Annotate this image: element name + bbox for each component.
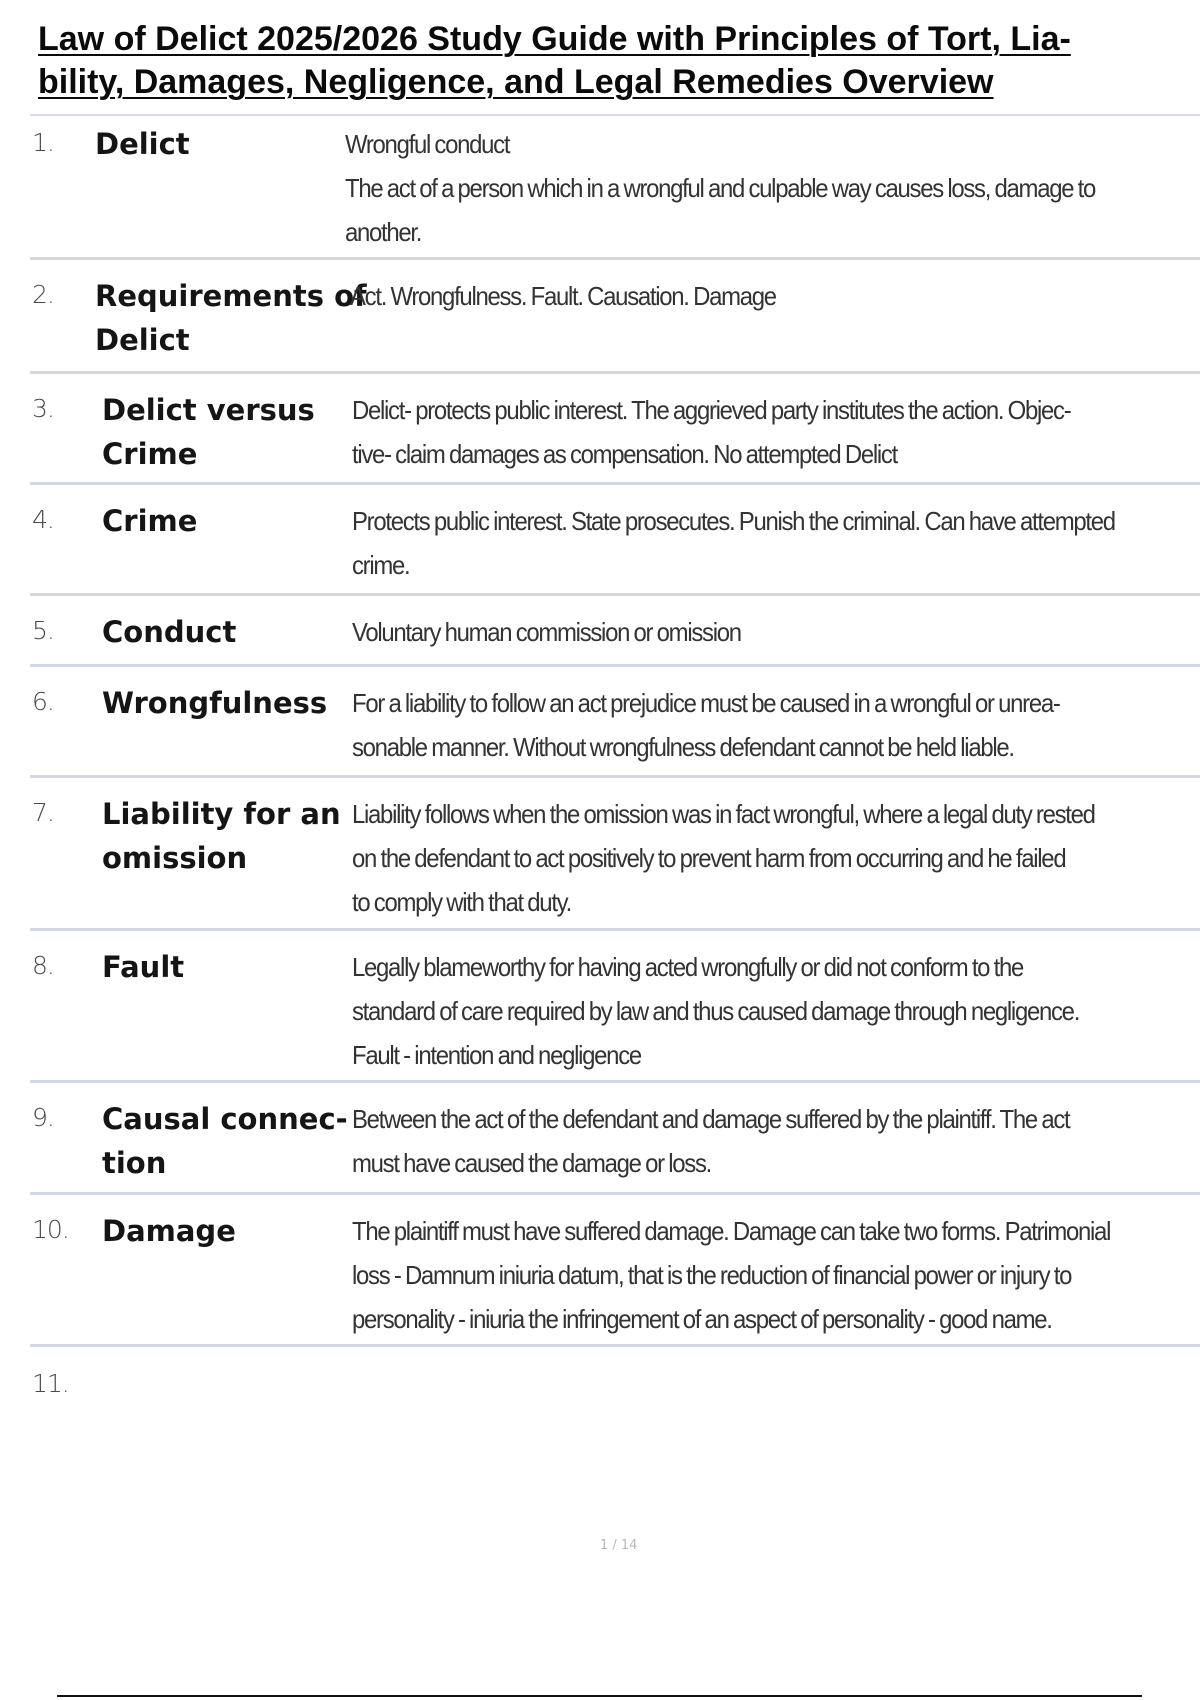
entry-definition-line: on the defendant to act positively to prevent harm from occurring and he failed <box>352 843 1066 873</box>
glossary-row <box>30 116 1200 260</box>
entry-term-line: Crime <box>102 504 198 538</box>
bottom-divider <box>57 1695 1142 1697</box>
entry-definition <box>352 1097 1069 1185</box>
entry-term-line: Wrongfulness <box>102 686 328 720</box>
glossary-row <box>30 374 1200 485</box>
entry-term <box>102 499 197 543</box>
entry-definition-line: Wrongful conduct <box>345 129 510 159</box>
entry-definition-line: sonable manner. Without wrongfulness defendant cannot be held liable. <box>352 732 1014 762</box>
entry-term-line: Crime <box>102 437 198 471</box>
entry-definition-line: to comply with that duty. <box>352 887 571 917</box>
glossary-row <box>30 485 1200 596</box>
entry-term <box>102 1097 348 1185</box>
entry-term-line: Fault <box>102 950 185 984</box>
entry-definition-line: Legally blameworthy for having acted wrongfully or did not conform to the <box>352 952 1024 982</box>
entry-term <box>95 274 367 362</box>
entry-number: 1. <box>32 128 54 157</box>
glossary-row <box>30 1347 1200 1437</box>
entry-number: 2. <box>32 280 54 309</box>
entry-term-line: Conduct <box>102 615 237 649</box>
entry-definition-line: personality - iniuria the infringement of an aspect of personality - good name. <box>352 1304 1052 1334</box>
entry-definition <box>352 792 1095 924</box>
entry-definition-line: The plaintiff must have suffered damage. Damage can take two forms. Patrimonial <box>352 1216 1111 1246</box>
entry-term-line: omission <box>102 841 248 875</box>
page-indicator: 1 / 14 <box>600 1538 638 1553</box>
entry-definition-line: The act of a person which in a wrongful and culpable way causes loss, damage to <box>345 173 1096 203</box>
entry-term <box>102 681 327 725</box>
entry-definition-line: another. <box>345 217 422 247</box>
entry-definition <box>352 945 1079 1077</box>
entry-definition-line: For a liability to follow an act prejudice must be caused in a wrongful or unrea- <box>352 688 1060 718</box>
entry-definition-line: Fault - intention and negligence <box>352 1040 641 1070</box>
entry-number: 3. <box>32 394 54 423</box>
document-title <box>38 18 1198 104</box>
entry-definition-line: Between the act of the defendant and damage suffered by the plaintiff. The act <box>352 1104 1070 1134</box>
glossary-row <box>30 667 1200 778</box>
entry-definition <box>345 122 1095 254</box>
entry-term-line: Delict <box>95 127 190 161</box>
entry-definition-line: Liability follows when the omission was in fact wrongful, where a legal duty rested <box>352 799 1095 829</box>
entry-number: 9. <box>32 1103 54 1132</box>
glossary-table <box>30 116 1200 1437</box>
entry-definition <box>352 681 1060 769</box>
glossary-row <box>30 260 1200 374</box>
entry-number: 4. <box>32 505 54 534</box>
entry-number: 6. <box>32 687 54 716</box>
entry-number: 7. <box>32 798 54 827</box>
title-line-1: Law of Delict 2025/2026 Study Guide with Principles of Tort, Lia- <box>38 20 1071 58</box>
entry-definition <box>352 388 1070 476</box>
entry-definition-line: must have caused the damage or loss. <box>352 1148 711 1178</box>
entry-definition-line: Act. Wrongfulness. Fault. Causation. Damage <box>350 281 776 311</box>
entry-definition-line: Delict- protects public interest. The aggrieved party institutes the action. Objec- <box>352 395 1071 425</box>
entry-definition-line: Protects public interest. State prosecutes. Punish the criminal. Can have attempted <box>352 506 1115 536</box>
entry-term-line: Requirements of <box>95 279 367 313</box>
entry-term-line: Liability for an <box>102 797 341 831</box>
entry-definition <box>352 610 741 654</box>
entry-term-line: Delict <box>95 323 190 357</box>
entry-term <box>102 610 236 654</box>
entry-term-line: Delict versus <box>102 393 315 427</box>
entry-term <box>95 122 190 166</box>
entry-definition <box>352 499 1115 587</box>
entry-definition-line: Voluntary human commission or omission <box>352 617 741 647</box>
entry-definition-line: crime. <box>352 550 410 580</box>
entry-term <box>102 1209 236 1253</box>
entry-term-line: Damage <box>102 1214 236 1248</box>
glossary-row <box>30 596 1200 667</box>
entry-term-line: Causal connec- <box>102 1102 348 1136</box>
entry-term <box>102 945 184 989</box>
glossary-row <box>30 778 1200 931</box>
entry-definition <box>350 274 776 318</box>
glossary-row <box>30 1195 1200 1347</box>
glossary-row <box>30 931 1200 1083</box>
entry-number: 11. <box>32 1369 69 1398</box>
entry-definition-line: tive- claim damages as compensation. No attempted Delict <box>352 439 897 469</box>
entry-definition-line: standard of care required by law and thus caused damage through negligence. <box>352 996 1080 1026</box>
entry-term <box>102 792 341 880</box>
entry-definition <box>352 1209 1110 1341</box>
entry-term-line: tion <box>102 1146 167 1180</box>
entry-number: 5. <box>32 616 54 645</box>
glossary-row <box>30 1083 1200 1195</box>
title-line-2: bility, Damages, Negligence, and Legal Remedies Overview <box>38 63 994 101</box>
entry-term <box>102 388 315 476</box>
entry-definition-line: loss - Damnum iniuria datum, that is the reduction of financial power or injury to <box>352 1260 1072 1290</box>
entry-number: 10. <box>32 1215 69 1244</box>
entry-number: 8. <box>32 951 54 980</box>
